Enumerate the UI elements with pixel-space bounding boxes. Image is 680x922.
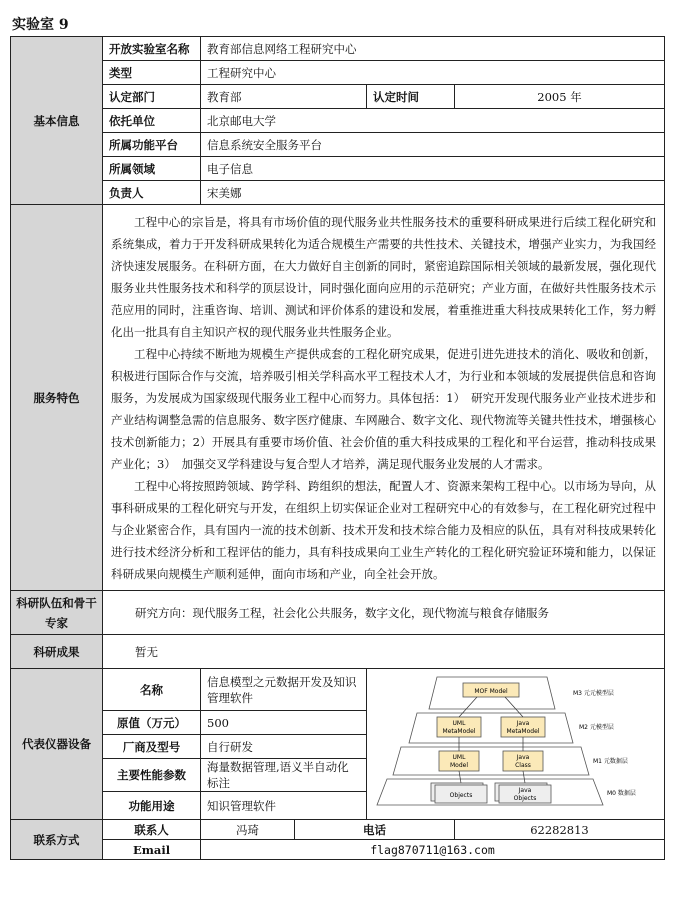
equip-use-label: 功能用途 [103,792,201,820]
contact-phone-label: 电话 [295,820,455,840]
level-m1-label: M1 元数据层 [593,758,628,765]
lab-name-label: 开放实验室名称 [103,37,201,61]
equip-spec-value: 海量数据管理,语义半自动化标注 [201,759,367,792]
lab-info-table [10,36,665,860]
equip-maker-label: 厂商及型号 [103,735,201,759]
java-class-text: Java [516,754,530,761]
contact-section-label: 联系方式 [11,820,103,860]
mof-model-text: MOF Model [474,688,508,695]
equip-name-label: 名称 [103,669,201,711]
contact-phone-value: 62282813 [455,820,665,840]
contact-email-link[interactable]: flag870711@163.com [201,840,665,860]
objects-right-text: Java [518,787,532,794]
platform-label: 所属功能平台 [103,133,201,157]
type-value: 工程研究中心 [201,61,665,85]
host-label: 依托单位 [103,109,201,133]
objects-right-text: Objects [513,795,537,802]
java-meta-text: Java [516,720,530,727]
metamodel-diagram-cell [367,669,665,820]
level-m0-label: M0 数据层 [607,790,636,797]
dept-label: 认定部门 [103,85,201,109]
service-description [103,205,665,591]
results-value: 暂无 [103,635,665,669]
leader-label: 负责人 [103,181,201,205]
equip-price-value: 500 [201,711,367,735]
metamodel-diagram [367,671,663,809]
uml-meta-text: UML [452,720,466,727]
type-label: 类型 [103,61,201,85]
uml-meta-text: MetaModel [442,728,476,735]
level-m3-label: M3 元元模型层 [573,690,614,697]
leader-value: 宋美娜 [201,181,665,205]
field-label: 所属领域 [103,157,201,181]
time-value: 2005 年 [455,85,665,109]
time-label: 认定时间 [367,85,455,109]
equip-name-value: 信息模型之元数据开发及知识管理软件 [201,669,367,711]
equip-price-label: 原值（万元） [103,711,201,735]
java-meta-text: MetaModel [506,728,540,735]
equip-use-value: 知识管理软件 [201,792,367,820]
service-paragraph: 工程中心将按照跨领域、跨学科、跨组织的想法，配置人才、资源来架构工程中心。以市场为导向，从事科研成果的工程化研究与开发，在组织上切实保证企业对工程研究中心的有效参与，在工程化研究过程中与企业紧密合作，具有国内一流的技术创新、技术开发和技术综合能力及相应的队伍，具有对科技成果转化进行技术经济分析和工程评估的能力，具有科技成果向工业生产转化的工程化研究验证环境和能力，以保证科研成果向规模生产顺利延伸，面向市场和产业，向全社会开放。 [111,478,656,581]
java-class-text: Class [515,762,531,769]
results-section-label: 科研成果 [11,635,103,669]
host-value: 北京邮电大学 [201,109,665,133]
service-paragraph: 工程中心的宗旨是，将具有市场价值的现代服务业共性服务技术的重要科研成果进行后续工程化研究和系统集成，着力于开发科研成果转化为适合规模生产需要的共性技术、关键技术，增强产业实力，为我国经济快速发展服务。在科研方面，在大力做好自主创新的同时，紧密追踪国际相关领域的最新发展，强化现代服务业共性服务技术和科学的顶层设计，同时强化面向应用的示范研究；产业方面，在做好共性服务技术示范应用的同时，注重咨询、培训、测试和评价体系的建设和发展，着重推进重大科技成果转化工作，努力孵化出一批具有自主知识产权的现代服务业共性服务企业。 [111,214,656,339]
service-section-label: 服务特色 [11,205,103,591]
equipment-section-label: 代表仪器设备 [11,669,103,820]
level-m2-label: M2 元模型层 [579,724,614,731]
uml-model-text: Model [449,762,469,769]
platform-value: 信息系统安全服务平台 [201,133,665,157]
uml-model-text: UML [452,754,466,761]
lab-name-value: 教育部信息网络工程研究中心 [201,37,665,61]
contact-person-value: 冯琦 [201,820,295,840]
equip-spec-label: 主要性能参数 [103,759,201,792]
page-title: 实验室 9 [12,17,69,33]
equip-maker-value: 自行研发 [201,735,367,759]
contact-email-label: Email [103,840,201,860]
objects-left-text: Objects [449,792,473,799]
service-paragraph: 工程中心持续不断地为规模生产提供成套的工程化研究成果，促进引进先进技术的消化、吸收和创新，积极进行国际合作与交流，培养吸引相关学科高水平工程技术人才，为行业和本领域的发展提供信息和咨询服务，为发展成为国家级现代服务业工程中心而努力。具体包括：1） 研究开发现代服务业产业技术进步和产业结构调整急需的信息服务、数字医疗健康、车网融合、数字文化、现代物流等关键共性技术，增强核心技术创新能力；2）开展具有重要市场价值、社会价值的重大科技成果的工程化和平台运营，推动科技成果产业化；3） 加强交叉学科建设与复合型人才培养，满足现代服务业发展的人才需求。 [111,346,656,471]
lab-info-table-wrapper [10,36,664,860]
dept-value: 教育部 [201,85,367,109]
team-value: 研究方向：现代服务工程，社会化公共服务，数字文化，现代物流与粮食存储服务 [103,591,665,635]
contact-person-label: 联系人 [103,820,201,840]
field-value: 电子信息 [201,157,665,181]
basic-info-section-label: 基本信息 [11,37,103,205]
team-section-label: 科研队伍和骨干专家 [11,591,103,635]
